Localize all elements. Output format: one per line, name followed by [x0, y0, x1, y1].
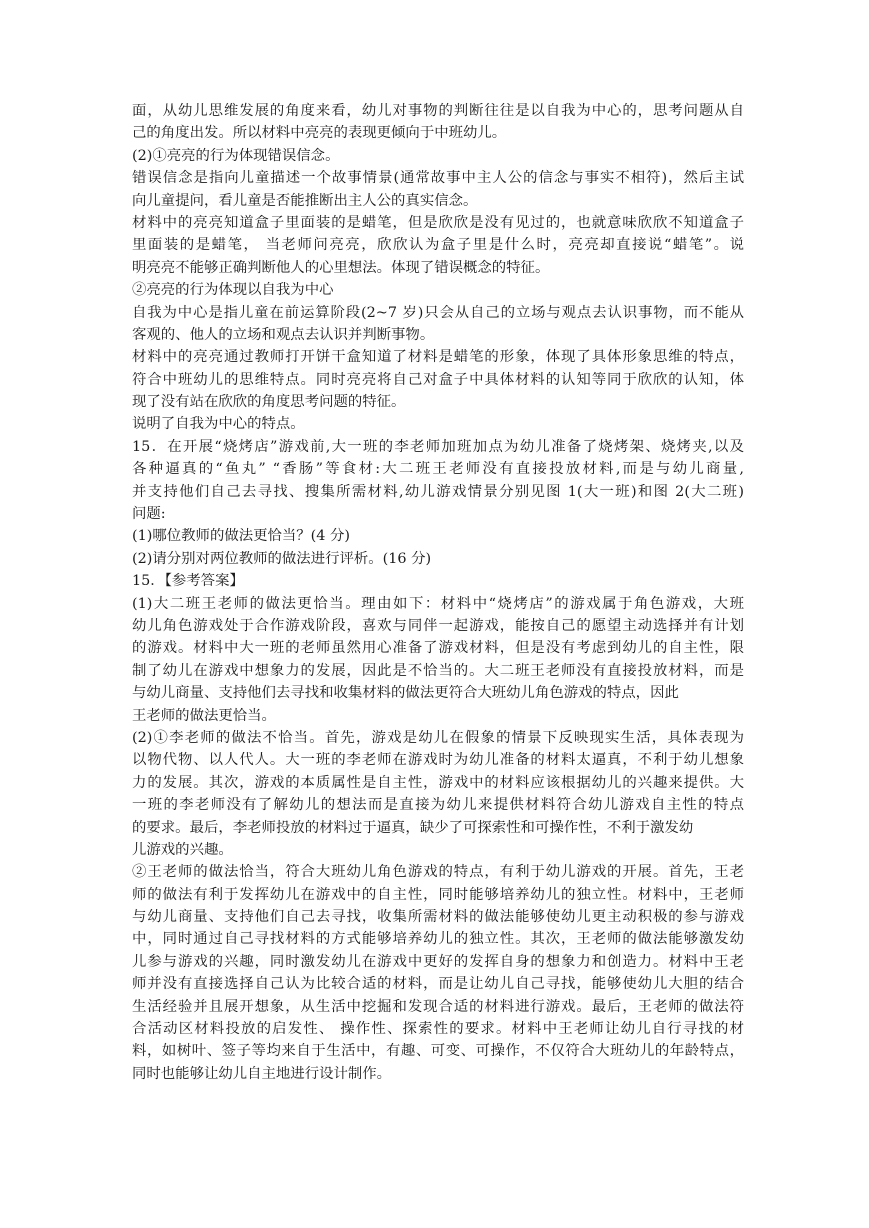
text-line: 的游戏。材料中大一班的老师虽然用心准备了游戏材料，但是没有考虑到幼儿的自主性，限 [132, 640, 744, 657]
text-line: 以物代物、以人代人。大一班的李老师在游戏时为幼儿准备的材料太逼真，不利于幼儿想象 [132, 752, 744, 769]
text-line: 己的角度出发。所以材料中亮亮的表现更倾向于中班幼儿。 [132, 125, 507, 142]
text-line: 符合中班幼儿的思维特点。同时亮亮将自己对盒子中具体材料的认知等同于欣欣的认知，体 [132, 371, 744, 388]
text-line: (1)哪位教师的做法更恰当？(4 分) [132, 528, 351, 545]
text-line: 材料中的亮亮知道盒子里面装的是蜡笔，但是欣欣是没有见过的，也就意味欣欣不知道盒子 [132, 214, 744, 231]
text-line: 15．【参考答案】 [132, 573, 244, 590]
text-line: 同时也能够让幼儿自主地进行设计制作。 [132, 1065, 392, 1082]
text-line: 与幼儿商量、支持他们自己去寻找，收集所需材料的做法能够使幼儿更主动积极的参与游戏 [132, 909, 744, 926]
text-line: (2)请分别对两位教师的做法进行评析。(16 分) [132, 550, 432, 567]
text-line: 料，如树叶、签子等均来自于生活中，有趣、可变、可操作，不仅符合大班幼儿的年龄特点， [132, 1043, 744, 1060]
text-line: (2)①李老师的做法不恰当。首先，游戏是幼儿在假象的情景下反映现实生活，具体表现为 [132, 729, 744, 746]
text-line: (2)①亮亮的行为体现错误信念。 [132, 147, 340, 164]
text-line: 儿游戏的兴趣。 [132, 841, 233, 858]
text-line: 材料中的亮亮通过教师打开饼干盒知道了材料是蜡笔的形象，体现了具体形象思维的特点， [132, 349, 744, 366]
text-line: 向儿童提问，看儿童是否能推断出主人公的真实信念。 [132, 192, 478, 209]
document-page [132, 100, 744, 1085]
text-line: 一班的李老师没有了解幼儿的想法而是直接为幼儿来提供材料符合幼儿游戏自主性的特点 [132, 797, 744, 814]
text-line: 王老师的做法更恰当。 [132, 707, 276, 724]
text-line: 生活经验并且展开想象，从生活中挖掘和发现合适的材料进行游戏。最后，王老师的做法符 [132, 998, 744, 1015]
text-line: 中，同时通过自己寻找材料的方式能够培养幼儿的独立性。其次，王老师的做法能够激发幼 [132, 931, 744, 948]
text-line: 自我为中心是指儿童在前运算阶段(2~7 岁)只会从自己的立场与观点去认识事物，而不能从 [132, 304, 744, 321]
text-line: 并支持他们自己去寻找、搜集所需材料,幼儿游戏情景分别见图 1(大一班)和图 2(大二班) [132, 483, 744, 500]
text-line: 儿参与游戏的兴趣，同时激发幼儿在游戏中更好的发挥自身的想象力和创造力。材料中王老 [132, 953, 744, 970]
text-line: 与幼儿商量、支持他们去寻找和收集材料的做法更符合大班幼儿角色游戏的特点，因此 [132, 685, 679, 702]
text-line: 问题: [132, 506, 166, 523]
text-line: 明亮亮不能够正确判断他人的心里想法。体现了错误概念的特征。 [132, 259, 550, 276]
text-line: 各种逼真的“鱼丸” “香肠”等食材:大二班王老师没有直接投放材料,而是与幼儿商量, [132, 461, 744, 478]
text-line: 师并没有直接选择自己认为比较合适的材料，而是让幼儿自己寻找，能够使幼儿大胆的结合 [132, 976, 744, 993]
text-line: 力的发展。其次，游戏的本质属性是自主性，游戏中的材料应该根据幼儿的兴趣来提供。大 [132, 774, 744, 791]
text-line: 合活动区材料投放的启发性、 操作性、探索性的要求。材料中王老师让幼儿自行寻找的材 [132, 1021, 744, 1038]
text-line: ②王老师的做法恰当，符合大班幼儿角色游戏的特点，有利于幼儿游戏的开展。首先，王老 [132, 864, 744, 881]
text-line: (1)大二班王老师的做法更恰当。理由如下：材料中“烧烤店”的游戏属于角色游戏，大班 [132, 595, 744, 612]
text-line: 15．在开展“烧烤店”游戏前,大一班的李老师加班加点为幼儿准备了烧烤架、烧烤夹,以及 [132, 438, 744, 455]
text-line: 说明了自我为中心的特点。 [132, 416, 305, 433]
text-line: 师的做法有利于发挥幼儿在游戏中的自主性，同时能够培养幼儿的独立性。材料中，王老师 [132, 886, 744, 903]
text-line: 里面装的是蜡笔， 当老师问亮亮，欣欣认为盒子里是什么时，亮亮却直接说“蜡笔”。说 [132, 237, 744, 254]
text-line: 的要求。最后，李老师投放的材料过于逼真，缺少了可探索性和可操作性，不利于激发幼 [132, 819, 694, 836]
text-line: 面，从幼儿思维发展的角度来看，幼儿对事物的判断往往是以自我为中心的，思考问题从自 [132, 103, 744, 119]
text-line: 错误信念是指向儿童描述一个故事情景(通常故事中主人公的信念与事实不相符)，然后主试 [132, 170, 744, 187]
text-line: 客观的、他人的立场和观点去认识并判断事物。 [132, 326, 435, 343]
text-line: ②亮亮的行为体现以自我为中心 [132, 282, 334, 299]
text-line: 制了幼儿在游戏中想象力的发展，因此是不恰当的。大二班王老师没有直接投放材料，而是 [132, 662, 744, 679]
text-line: 现了没有站在欣欣的角度思考问题的特征。 [132, 394, 406, 411]
text-line: 幼儿角色游戏处于合作游戏阶段，喜欢与同伴一起游戏，能按自己的愿望主动选择并有计划 [132, 617, 744, 634]
